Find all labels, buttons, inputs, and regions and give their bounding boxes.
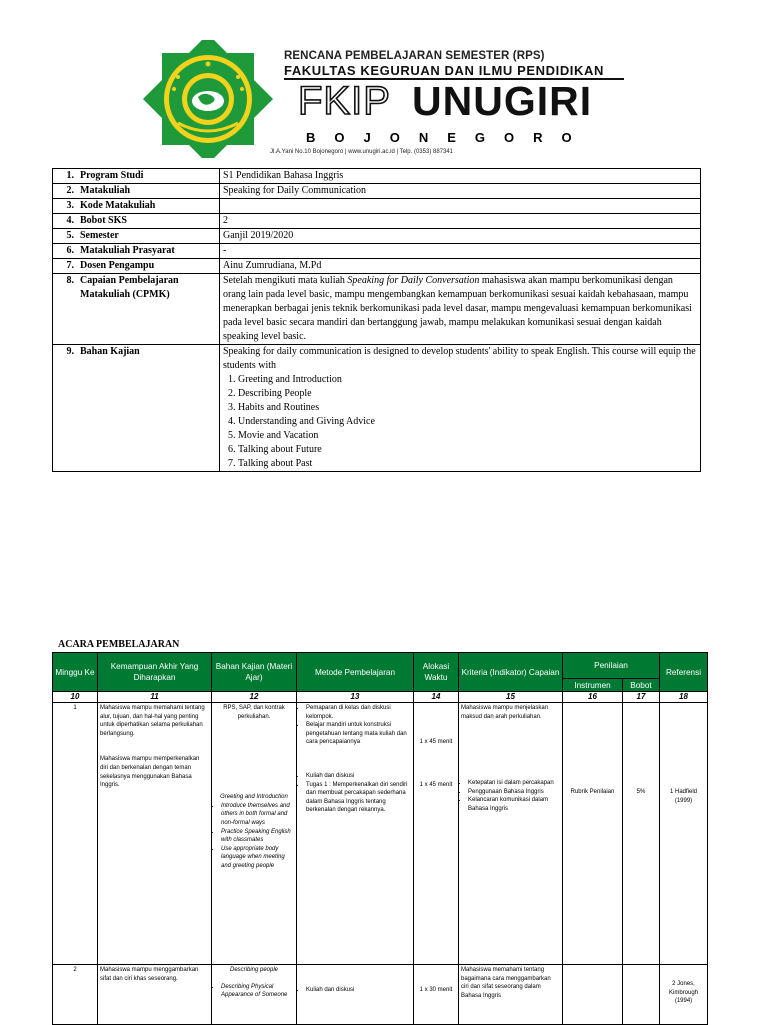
- row2-kemampuan: Mahasiswa mampu menggambarkan sifat dan ciri khas seseorang.: [98, 965, 212, 1025]
- info-value: [220, 199, 701, 214]
- header-minggu: Minggu Ke: [53, 653, 98, 692]
- list-item: • Pemaparan di kelas dan diskusi kelompok.: [306, 704, 411, 721]
- table-row: [53, 703, 708, 965]
- info-value: Ainu Zumrudiana, M.Pd: [220, 259, 701, 274]
- list-item: • Introduce themselves and others in both formal and non-formal ways: [221, 802, 294, 828]
- list-item: 5. Movie and Vacation: [238, 429, 697, 443]
- header-penilaian: Penilaian: [563, 653, 660, 679]
- table-row: [53, 965, 708, 1025]
- header-referensi: Referensi: [660, 653, 708, 692]
- list-item: • Tugas 1 : Memperkenalkan diri sendiri dan membuat percakapan sederhana dalam Bahasa Inggris tentang berkenalan dengan rekannya.: [306, 781, 411, 815]
- info-label: 3. Kode Matakuliah: [53, 199, 220, 214]
- table-cell: 13: [297, 692, 414, 703]
- header-metode: Metode Pembelajaran: [297, 653, 414, 692]
- row2-referensi: 2 Jones, Kimbrough (1994): [660, 965, 708, 1025]
- row1-metode: [297, 703, 414, 965]
- info-value: -: [220, 244, 701, 259]
- list-item: • Describing Physical Appearance of Someone: [221, 983, 294, 1000]
- faculty-name: FAKULTAS KEGURUAN DAN ILMU PENDIDIKAN: [284, 63, 624, 80]
- rps-title: RENCANA PEMBELAJARAN SEMESTER (RPS): [284, 50, 545, 62]
- address-line: Jl.A.Yani No.10 Bojonegoro | www.unugiri.ac.id | Telp. (0353) 887341: [270, 149, 454, 155]
- info-row: [53, 169, 701, 184]
- bahan-kajian-value: Speaking for daily communication is designed to develop students' ability to speak English. This course will equip the students with 1. Greeting and Introduction 2. Describing People 3. Habits and Routines 4. Understanding and Giving Advice 5. Movie and Vacation 6. Talking about Future 7. Talking about Past: [220, 345, 701, 472]
- list-item: 2. Describing People: [238, 387, 697, 401]
- info-label: 7. Dosen Pengampu: [53, 259, 220, 274]
- row2-alokasi: 1 x 30 menit: [414, 965, 459, 1025]
- list-item: • Ketepatan isi dalam percakapan: [468, 779, 560, 788]
- table-cell: 11: [98, 692, 212, 703]
- list-item: 7. Talking about Past: [238, 457, 697, 471]
- table-cell: 17: [623, 692, 660, 703]
- row2-metode: [297, 965, 414, 1025]
- header-alokasi: Alokasi Waktu: [414, 653, 459, 692]
- cpmk-value: Setelah mengikuti mata kuliah Speaking for Daily Conversation mahasiswa akan mampu berkomunikasi dengan orang lain pada level basic, mampu mengembangkan kemampuan berkomunikasi sesuai kaidah kebahasaan, mampu menerapkan berbagai jenis teknik berkomunikasi pada level dasar, mampu mengevaluasi kemampuan berkomunikasi pada level basic secara mandiri dan bertanggung jawab, mampu melakukan komunikasi sesuai dengan kaidah speaking level basic.: [220, 274, 701, 345]
- info-value: S1 Pendidikan Bahasa Inggris: [220, 169, 701, 184]
- cpmk-label: 8. Capaian Pembelajaran Matakuliah (CPMK): [53, 274, 220, 345]
- info-row: [53, 229, 701, 244]
- header-bahan: Bahan Kajian (Materi Ajar): [212, 653, 297, 692]
- table-cell: 10: [53, 692, 98, 703]
- document-header: [0, 0, 768, 160]
- list-item: • Practice Speaking English with classmates: [221, 828, 294, 845]
- header-bobot: Bobot: [623, 679, 660, 692]
- row1-instrumen: Rubrik Penilaian: [563, 703, 623, 965]
- header-kemampuan: Kemampuan Akhir Yang Diharapkan: [98, 653, 212, 692]
- row1-minggu: 1: [53, 703, 98, 965]
- row2-instrumen: [563, 965, 623, 1025]
- bahan-kajian-label: 9. Bahan Kajian: [53, 345, 220, 472]
- brand-logotype: [284, 78, 664, 124]
- acara-title: ACARA PEMBELAJARAN: [58, 639, 180, 650]
- row1-kriteria: Mahasiswa mampu menjelaskan maksud dan arah perkuliahan. • Ketepatan isi dalam percakapan • Penggunaan Bahasa Inggris • Kelancaran komunikasi dalam Bahasa Inggris: [459, 703, 563, 965]
- list-item: • Kuliah dan diskusi: [306, 986, 411, 995]
- university-logo-icon: [138, 40, 278, 158]
- bahan-kajian-row: [53, 345, 701, 472]
- table-cell: 14: [414, 692, 459, 703]
- table-cell: 12: [212, 692, 297, 703]
- row2-minggu: 2: [53, 965, 98, 1025]
- list-item: 4. Understanding and Giving Advice: [238, 415, 697, 429]
- list-item: • Kelancaran komunikasi dalam Bahasa Inggris: [468, 796, 560, 813]
- row2-bahan: Describing people • Describing Physical Appearance of Someone: [212, 965, 297, 1025]
- info-row: [53, 184, 701, 199]
- list-item: • Belajar mandiri untuk konstruksi pengetahuan tentang mata kuliah dan cara pencapaiannya: [306, 721, 411, 747]
- list-item: 1. Greeting and Introduction: [238, 373, 697, 387]
- list-item: 3. Habits and Routines: [238, 401, 697, 415]
- table-cell: 15: [459, 692, 563, 703]
- info-value: 2: [220, 214, 701, 229]
- row1-bahan: RPS, SAP, dan kontrak perkuliahan. Greeting and Introduction • Introduce themselves and others in both formal and non-formal ways • Practice Speaking English with classmates • Use appropriate body language when meeting and greeting people: [212, 703, 297, 965]
- table-cell: 16: [563, 692, 623, 703]
- brand-unugiri: UNUGIRI: [412, 78, 593, 124]
- cpmk-row: [53, 274, 701, 345]
- info-label: 4. Bobot SKS: [53, 214, 220, 229]
- header-instrumen: Instrumen: [563, 679, 623, 692]
- info-row: [53, 259, 701, 274]
- info-label: 5. Semester: [53, 229, 220, 244]
- info-value: Speaking for Daily Communication: [220, 184, 701, 199]
- row1-kemampuan: Mahasiswa mampu memahami tentang alur, tujuan, dan hal-hal yang penting untuk diperhatikan selama perkuliahan berlangsung. Mahasiswa mampu memperkenalkan diri dan berkenalan dengan teman sekelasnya menggunakan Bahasa Inggris.: [98, 703, 212, 965]
- info-label: 6. Matakuliah Prasyarat: [53, 244, 220, 259]
- row2-kriteria: Mahasiswa memahami tentang bagaimana cara menggambarkan ciri dan sifat seseorang dalam Bahasa Inggris: [459, 965, 563, 1025]
- info-row: [53, 199, 701, 214]
- column-index-row: [53, 692, 708, 703]
- row1-alokasi: 1 x 45 menit 1 x 45 menit: [414, 703, 459, 965]
- row1-referensi: 1 Hadfield (1999): [660, 703, 708, 965]
- list-item: 6. Talking about Future: [238, 443, 697, 457]
- course-info-table: [52, 168, 701, 472]
- row2-bobot: [623, 965, 660, 1025]
- brand-fkip: FKIP: [298, 79, 391, 123]
- schedule-table: [52, 652, 708, 1025]
- list-item: • Penggunaan Bahasa Inggris: [468, 788, 560, 797]
- bahan-kajian-list: [223, 373, 697, 471]
- info-label: 1. Program Studi: [53, 169, 220, 184]
- info-row: [53, 214, 701, 229]
- city-name: BOJONEGORO: [306, 130, 591, 145]
- row1-bobot: 5%: [623, 703, 660, 965]
- info-value: Ganjil 2019/2020: [220, 229, 701, 244]
- list-item: • Kuliah dan diskusi: [306, 772, 411, 781]
- table-cell: 18: [660, 692, 708, 703]
- info-row: [53, 244, 701, 259]
- list-item: • Use appropriate body language when meeting and greeting people: [221, 845, 294, 871]
- info-label: 2. Matakuliah: [53, 184, 220, 199]
- header-kriteria: Kriteria (Indikator) Capaian: [459, 653, 563, 692]
